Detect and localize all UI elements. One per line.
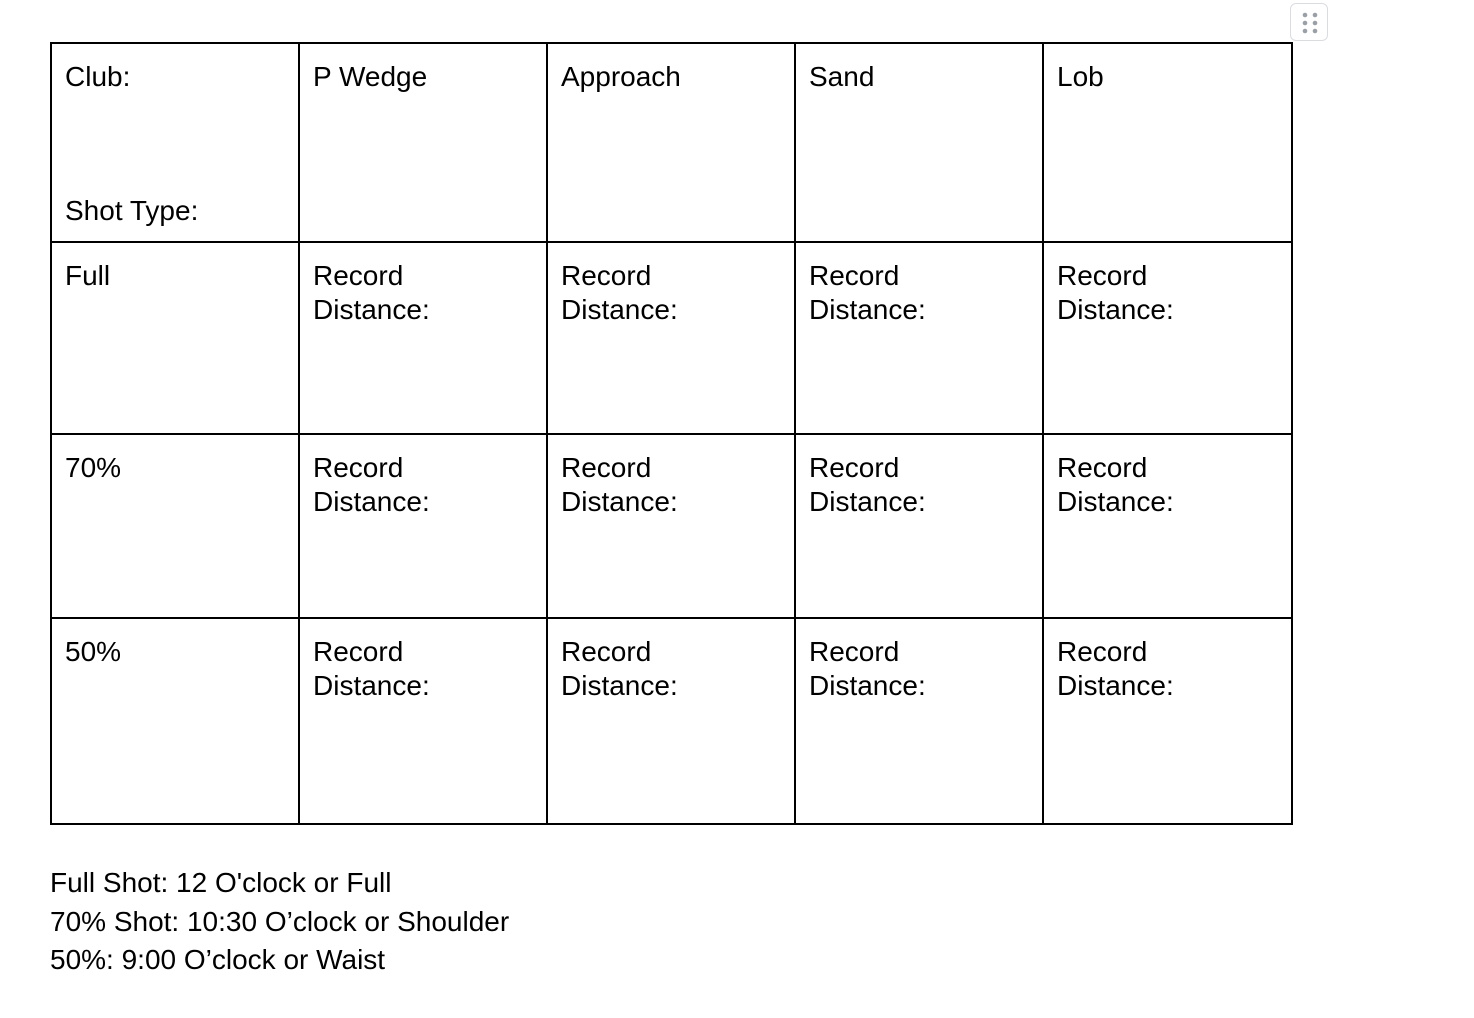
distance-label: Distance: [561,670,678,701]
shot-type-cell[interactable] [51,242,299,434]
table-drag-handle[interactable] [1290,3,1328,41]
club-label: Club: [65,61,131,92]
record-distance-cell[interactable] [299,242,547,434]
table-row-full [51,242,1292,434]
header-club-shot-type-cell[interactable] [51,43,299,242]
shot-type: 50% [65,636,122,667]
record-label: Record [313,452,404,483]
record-distance-cell[interactable] [795,618,1043,824]
club-name: Lob [1057,61,1104,92]
table-row-70 [51,434,1292,618]
distance-label: Distance: [809,486,926,517]
club-name: Sand [809,61,875,92]
record-label: Record [1057,452,1148,483]
club-name: Approach [561,61,681,92]
shot-type-cell[interactable] [51,434,299,618]
record-label: Record [313,636,404,667]
record-label: Record [1057,260,1148,291]
table-row-50 [51,618,1292,824]
note-full-shot: Full Shot: 12 O'clock or Full [50,867,392,898]
record-distance-cell[interactable] [1043,434,1292,618]
record-label: Record [561,260,652,291]
record-distance-cell[interactable] [1043,242,1292,434]
record-distance-cell[interactable] [795,242,1043,434]
distance-label: Distance: [1057,486,1174,517]
distance-label: Distance: [809,294,926,325]
distance-label: Distance: [313,294,430,325]
record-label: Record [809,636,900,667]
record-distance-cell[interactable] [547,618,795,824]
distance-label: Distance: [1057,294,1174,325]
header-cell-approach[interactable] [547,43,795,242]
shot-legend-notes [50,864,509,980]
distance-label: Distance: [1057,670,1174,701]
distance-label: Distance: [561,486,678,517]
record-label: Record [809,260,900,291]
record-distance-cell[interactable] [299,618,547,824]
distance-label: Distance: [561,294,678,325]
record-label: Record [313,260,404,291]
drag-handle-icon [1291,4,1329,42]
distance-label: Distance: [313,670,430,701]
distance-label: Distance: [313,486,430,517]
record-distance-cell[interactable] [1043,618,1292,824]
table-header-row [51,43,1292,242]
record-label: Record [1057,636,1148,667]
shot-type-cell[interactable] [51,618,299,824]
record-distance-cell[interactable] [299,434,547,618]
record-distance-cell[interactable] [795,434,1043,618]
header-cell-sand[interactable] [795,43,1043,242]
note-70-shot: 70% Shot: 10:30 O’clock or Shoulder [50,905,510,937]
shot-type: 70% [65,452,122,483]
header-cell-lob[interactable] [1043,43,1292,242]
wedge-distance-table [50,42,1293,825]
record-distance-cell[interactable] [547,434,795,618]
shot-type-label: Shot Type: [65,195,199,226]
shot-type: Full [65,260,111,291]
record-label: Record [809,452,900,483]
header-cell-p-wedge[interactable] [299,43,547,242]
note-50-shot: 50%: 9:00 O’clock or Waist [50,944,386,975]
distance-label: Distance: [809,670,926,701]
record-label: Record [561,452,652,483]
club-name: P Wedge [313,61,428,92]
record-distance-cell[interactable] [547,242,795,434]
record-label: Record [561,636,652,667]
